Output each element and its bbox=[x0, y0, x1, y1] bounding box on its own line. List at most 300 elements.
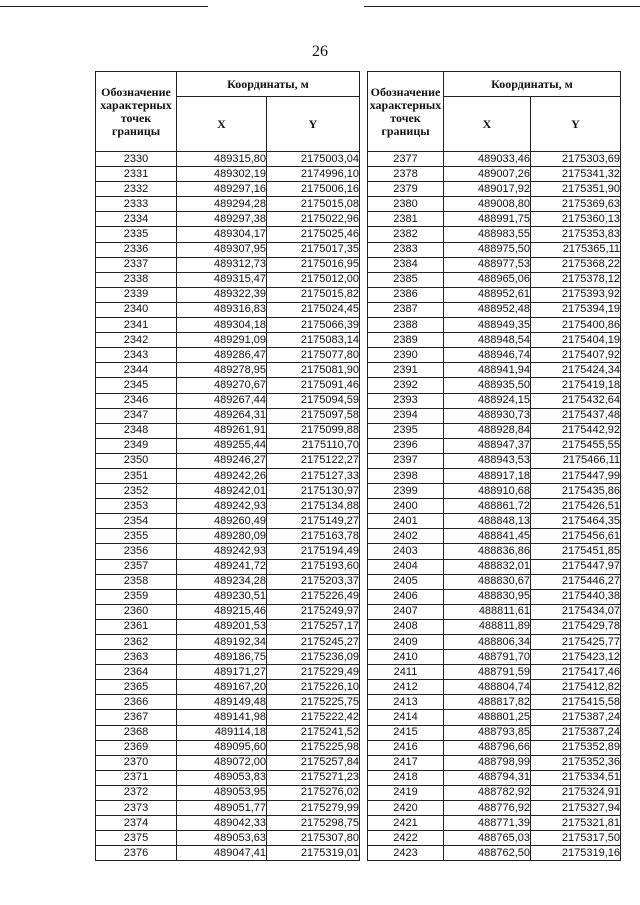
point-number-cell: 2330 bbox=[96, 152, 177, 167]
y-coordinate-cell: 2175426,51 bbox=[531, 499, 621, 514]
x-coordinate-cell: 489304,18 bbox=[177, 318, 267, 333]
table-row bbox=[96, 378, 360, 393]
table-row bbox=[368, 363, 621, 378]
y-coordinate-cell: 2175127,33 bbox=[267, 468, 360, 483]
y-coordinate-cell: 2175016,95 bbox=[267, 257, 360, 272]
x-coordinate-cell: 489297,16 bbox=[177, 182, 267, 197]
table-row bbox=[368, 499, 621, 514]
y-coordinate-cell: 2175352,89 bbox=[531, 740, 621, 755]
point-number-cell: 2406 bbox=[368, 589, 444, 604]
y-coordinate-cell: 2175279,99 bbox=[267, 801, 360, 816]
point-number-cell: 2338 bbox=[96, 272, 177, 287]
point-number-cell: 2334 bbox=[96, 212, 177, 227]
x-coordinate-cell: 488917,18 bbox=[444, 468, 531, 483]
table-row bbox=[368, 333, 621, 348]
point-number-cell: 2414 bbox=[368, 710, 444, 725]
point-number-cell: 2417 bbox=[368, 755, 444, 770]
point-number-cell: 2377 bbox=[368, 152, 444, 167]
x-column-header: X bbox=[444, 97, 531, 152]
y-coordinate-cell: 2175327,94 bbox=[531, 801, 621, 816]
x-coordinate-cell: 488811,89 bbox=[444, 619, 531, 634]
y-coordinate-cell: 2175298,75 bbox=[267, 816, 360, 831]
y-coordinate-cell: 2175303,69 bbox=[531, 152, 621, 167]
table-row bbox=[368, 438, 621, 453]
y-coordinate-cell: 2175257,84 bbox=[267, 755, 360, 770]
point-number-cell: 2388 bbox=[368, 318, 444, 333]
point-number-cell: 2365 bbox=[96, 680, 177, 695]
y-coordinate-cell: 2175097,58 bbox=[267, 408, 360, 423]
x-coordinate-cell: 489072,00 bbox=[177, 755, 267, 770]
table-row bbox=[96, 801, 360, 816]
table-row bbox=[96, 242, 360, 257]
point-number-cell: 2347 bbox=[96, 408, 177, 423]
point-number-cell: 2383 bbox=[368, 242, 444, 257]
point-number-cell: 2341 bbox=[96, 318, 177, 333]
x-coordinate-cell: 488861,72 bbox=[444, 499, 531, 514]
x-coordinate-cell: 489246,27 bbox=[177, 453, 267, 468]
x-coordinate-cell: 489008,80 bbox=[444, 197, 531, 212]
top-rule-right bbox=[364, 6, 640, 7]
table-row bbox=[96, 846, 360, 861]
point-number-cell: 2370 bbox=[96, 755, 177, 770]
point-number-cell: 2374 bbox=[96, 816, 177, 831]
point-number-cell: 2422 bbox=[368, 831, 444, 846]
x-coordinate-cell: 489186,75 bbox=[177, 650, 267, 665]
y-coordinate-cell: 2175455,55 bbox=[531, 438, 621, 453]
table-row bbox=[368, 378, 621, 393]
x-coordinate-cell: 489315,80 bbox=[177, 152, 267, 167]
x-coordinate-cell: 488762,50 bbox=[444, 846, 531, 861]
table-row bbox=[368, 302, 621, 317]
point-number-cell: 2408 bbox=[368, 619, 444, 634]
table-row bbox=[96, 363, 360, 378]
y-coordinate-cell: 2175447,99 bbox=[531, 468, 621, 483]
table-row bbox=[368, 242, 621, 257]
table-row bbox=[96, 650, 360, 665]
table-row bbox=[368, 227, 621, 242]
point-number-cell: 2368 bbox=[96, 725, 177, 740]
y-coordinate-cell: 2175091,46 bbox=[267, 378, 360, 393]
x-coordinate-cell: 488776,92 bbox=[444, 801, 531, 816]
y-coordinate-cell: 2175245,27 bbox=[267, 635, 360, 650]
y-coordinate-cell: 2175130,97 bbox=[267, 484, 360, 499]
point-number-cell: 2404 bbox=[368, 559, 444, 574]
table-row bbox=[96, 635, 360, 650]
point-number-cell: 2389 bbox=[368, 333, 444, 348]
y-coordinate-cell: 2175236,09 bbox=[267, 650, 360, 665]
table-row bbox=[368, 604, 621, 619]
x-coordinate-cell: 489053,83 bbox=[177, 770, 267, 785]
point-number-cell: 2413 bbox=[368, 695, 444, 710]
y-coordinate-cell: 2175226,10 bbox=[267, 680, 360, 695]
x-coordinate-cell: 488983,55 bbox=[444, 227, 531, 242]
y-coordinate-cell: 2175419,18 bbox=[531, 378, 621, 393]
table-row bbox=[368, 408, 621, 423]
table-row bbox=[368, 318, 621, 333]
point-number-cell: 2355 bbox=[96, 529, 177, 544]
table-row bbox=[96, 589, 360, 604]
table-row bbox=[368, 423, 621, 438]
y-coordinate-cell: 2175456,61 bbox=[531, 529, 621, 544]
x-coordinate-cell: 489053,95 bbox=[177, 785, 267, 800]
x-coordinate-cell: 489312,73 bbox=[177, 257, 267, 272]
y-coordinate-cell: 2175387,24 bbox=[531, 725, 621, 740]
y-coordinate-cell: 2175423,12 bbox=[531, 650, 621, 665]
table-row bbox=[368, 635, 621, 650]
y-coordinate-cell: 2175352,36 bbox=[531, 755, 621, 770]
y-coordinate-cell: 2175429,78 bbox=[531, 619, 621, 634]
x-coordinate-cell: 489007,26 bbox=[444, 167, 531, 182]
y-coordinate-cell: 2175319,01 bbox=[267, 846, 360, 861]
point-number-cell: 2376 bbox=[96, 846, 177, 861]
table-row bbox=[96, 152, 360, 167]
table-row bbox=[368, 544, 621, 559]
y-coordinate-cell: 2175194,49 bbox=[267, 544, 360, 559]
point-number-cell: 2386 bbox=[368, 287, 444, 302]
y-coordinate-cell: 2175321,81 bbox=[531, 816, 621, 831]
y-coordinate-cell: 2175319,16 bbox=[531, 846, 621, 861]
point-number-cell: 2366 bbox=[96, 695, 177, 710]
y-coordinate-cell: 2175249,97 bbox=[267, 604, 360, 619]
y-coordinate-cell: 2175229,49 bbox=[267, 665, 360, 680]
point-number-cell: 2332 bbox=[96, 182, 177, 197]
point-number-cell: 2336 bbox=[96, 242, 177, 257]
x-coordinate-cell: 489280,09 bbox=[177, 529, 267, 544]
table-row bbox=[368, 755, 621, 770]
x-coordinate-cell: 489242,93 bbox=[177, 499, 267, 514]
x-coordinate-cell: 488930,73 bbox=[444, 408, 531, 423]
y-coordinate-cell: 2175257,17 bbox=[267, 619, 360, 634]
point-number-cell: 2333 bbox=[96, 197, 177, 212]
point-number-cell: 2405 bbox=[368, 574, 444, 589]
x-coordinate-cell: 488928,84 bbox=[444, 423, 531, 438]
table-row bbox=[96, 770, 360, 785]
table-row bbox=[96, 499, 360, 514]
coordinates-header: Координаты, м bbox=[177, 72, 360, 97]
x-coordinate-cell: 488794,31 bbox=[444, 770, 531, 785]
table-row bbox=[96, 785, 360, 800]
x-coordinate-cell: 488952,48 bbox=[444, 302, 531, 317]
y-coordinate-cell: 2175437,48 bbox=[531, 408, 621, 423]
x-coordinate-cell: 489230,51 bbox=[177, 589, 267, 604]
point-number-cell: 2353 bbox=[96, 499, 177, 514]
y-coordinate-cell: 2175324,91 bbox=[531, 785, 621, 800]
table-row bbox=[368, 393, 621, 408]
y-coordinate-cell: 2175464,35 bbox=[531, 514, 621, 529]
table-body-left bbox=[96, 152, 360, 861]
y-coordinate-cell: 2175425,77 bbox=[531, 635, 621, 650]
x-coordinate-cell: 489286,47 bbox=[177, 348, 267, 363]
x-coordinate-cell: 489304,17 bbox=[177, 227, 267, 242]
x-coordinate-cell: 489241,72 bbox=[177, 559, 267, 574]
x-coordinate-cell: 488848,13 bbox=[444, 514, 531, 529]
table-row bbox=[368, 650, 621, 665]
y-coordinate-cell: 2175017,35 bbox=[267, 242, 360, 257]
x-coordinate-cell: 488782,92 bbox=[444, 785, 531, 800]
table-row bbox=[96, 680, 360, 695]
x-coordinate-cell: 488977,53 bbox=[444, 257, 531, 272]
table-row bbox=[96, 302, 360, 317]
table-row bbox=[96, 604, 360, 619]
point-number-cell: 2361 bbox=[96, 619, 177, 634]
x-coordinate-cell: 488830,67 bbox=[444, 574, 531, 589]
point-number-cell: 2419 bbox=[368, 785, 444, 800]
x-coordinate-cell: 488943,53 bbox=[444, 453, 531, 468]
y-coordinate-cell: 2175077,80 bbox=[267, 348, 360, 363]
x-coordinate-cell: 489149,48 bbox=[177, 695, 267, 710]
point-number-cell: 2354 bbox=[96, 514, 177, 529]
y-coordinate-cell: 2175317,50 bbox=[531, 831, 621, 846]
table-row bbox=[96, 272, 360, 287]
point-number-cell: 2335 bbox=[96, 227, 177, 242]
point-number-cell: 2415 bbox=[368, 725, 444, 740]
table-row bbox=[96, 438, 360, 453]
x-coordinate-cell: 489307,95 bbox=[177, 242, 267, 257]
table-row bbox=[368, 846, 621, 861]
x-coordinate-cell: 489322,39 bbox=[177, 287, 267, 302]
point-number-cell: 2343 bbox=[96, 348, 177, 363]
y-coordinate-cell: 2175025,46 bbox=[267, 227, 360, 242]
page-number: 26 bbox=[312, 43, 328, 60]
y-coordinate-cell: 2174996,10 bbox=[267, 167, 360, 182]
table-row bbox=[96, 619, 360, 634]
y-coordinate-cell: 2175432,64 bbox=[531, 393, 621, 408]
point-number-cell: 2379 bbox=[368, 182, 444, 197]
top-rule-left bbox=[0, 6, 208, 7]
y-coordinate-cell: 2175193,60 bbox=[267, 559, 360, 574]
x-coordinate-cell: 488949,35 bbox=[444, 318, 531, 333]
x-coordinate-cell: 488791,59 bbox=[444, 665, 531, 680]
y-coordinate-cell: 2175360,13 bbox=[531, 212, 621, 227]
point-number-cell: 2344 bbox=[96, 363, 177, 378]
y-coordinate-cell: 2175149,27 bbox=[267, 514, 360, 529]
y-coordinate-cell: 2175134,88 bbox=[267, 499, 360, 514]
point-number-cell: 2396 bbox=[368, 438, 444, 453]
y-coordinate-cell: 2175434,07 bbox=[531, 604, 621, 619]
x-coordinate-cell: 489264,31 bbox=[177, 408, 267, 423]
table-row bbox=[96, 197, 360, 212]
point-number-cell: 2349 bbox=[96, 438, 177, 453]
x-coordinate-cell: 488796,66 bbox=[444, 740, 531, 755]
y-coordinate-cell: 2175024,45 bbox=[267, 302, 360, 317]
x-coordinate-cell: 488910,68 bbox=[444, 484, 531, 499]
point-number-cell: 2352 bbox=[96, 484, 177, 499]
x-coordinate-cell: 489297,38 bbox=[177, 212, 267, 227]
point-number-cell: 2394 bbox=[368, 408, 444, 423]
point-number-cell: 2381 bbox=[368, 212, 444, 227]
point-number-cell: 2364 bbox=[96, 665, 177, 680]
table-row bbox=[368, 529, 621, 544]
table-row bbox=[368, 725, 621, 740]
table-row bbox=[96, 831, 360, 846]
point-number-cell: 2401 bbox=[368, 514, 444, 529]
y-coordinate-cell: 2175015,08 bbox=[267, 197, 360, 212]
point-number-cell: 2362 bbox=[96, 635, 177, 650]
x-coordinate-cell: 489270,67 bbox=[177, 378, 267, 393]
x-coordinate-cell: 488817,82 bbox=[444, 695, 531, 710]
table-row bbox=[368, 680, 621, 695]
y-coordinate-cell: 2175394,19 bbox=[531, 302, 621, 317]
point-number-cell: 2385 bbox=[368, 272, 444, 287]
y-coordinate-cell: 2175122,27 bbox=[267, 453, 360, 468]
x-coordinate-cell: 488771,39 bbox=[444, 816, 531, 831]
y-coordinate-cell: 2175387,24 bbox=[531, 710, 621, 725]
x-coordinate-cell: 488836,86 bbox=[444, 544, 531, 559]
x-coordinate-cell: 488832,01 bbox=[444, 559, 531, 574]
table-row bbox=[368, 665, 621, 680]
x-coordinate-cell: 488798,99 bbox=[444, 755, 531, 770]
table-row bbox=[368, 272, 621, 287]
x-coordinate-cell: 488946,74 bbox=[444, 348, 531, 363]
table-row bbox=[96, 212, 360, 227]
point-number-cell: 2351 bbox=[96, 468, 177, 483]
table-row bbox=[96, 318, 360, 333]
table-row bbox=[368, 484, 621, 499]
y-coordinate-cell: 2175447,97 bbox=[531, 559, 621, 574]
point-number-cell: 2418 bbox=[368, 770, 444, 785]
x-coordinate-cell: 489302,19 bbox=[177, 167, 267, 182]
x-coordinate-cell: 489171,27 bbox=[177, 665, 267, 680]
y-coordinate-cell: 2175440,38 bbox=[531, 589, 621, 604]
point-number-cell: 2358 bbox=[96, 574, 177, 589]
point-number-cell: 2331 bbox=[96, 167, 177, 182]
y-coordinate-cell: 2175378,12 bbox=[531, 272, 621, 287]
x-coordinate-cell: 489242,01 bbox=[177, 484, 267, 499]
point-number-cell: 2382 bbox=[368, 227, 444, 242]
table-row bbox=[96, 665, 360, 680]
point-number-cell: 2420 bbox=[368, 801, 444, 816]
table-row bbox=[368, 740, 621, 755]
y-coordinate-cell: 2175435,86 bbox=[531, 484, 621, 499]
table-row bbox=[368, 619, 621, 634]
point-number-cell: 2395 bbox=[368, 423, 444, 438]
point-number-cell: 2403 bbox=[368, 544, 444, 559]
y-coordinate-cell: 2175003,04 bbox=[267, 152, 360, 167]
table-row bbox=[368, 589, 621, 604]
point-number-cell: 2363 bbox=[96, 650, 177, 665]
table-row bbox=[96, 755, 360, 770]
x-coordinate-cell: 488830,95 bbox=[444, 589, 531, 604]
table-row bbox=[368, 816, 621, 831]
table-row bbox=[368, 801, 621, 816]
x-coordinate-cell: 488965,06 bbox=[444, 272, 531, 287]
x-coordinate-cell: 488952,61 bbox=[444, 287, 531, 302]
table-row bbox=[96, 408, 360, 423]
point-number-cell: 2373 bbox=[96, 801, 177, 816]
point-number-cell: 2412 bbox=[368, 680, 444, 695]
x-coordinate-cell: 489278,95 bbox=[177, 363, 267, 378]
x-coordinate-cell: 489215,46 bbox=[177, 604, 267, 619]
x-coordinate-cell: 488804,74 bbox=[444, 680, 531, 695]
coordinates-table-right bbox=[367, 71, 621, 861]
y-coordinate-cell: 2175222,42 bbox=[267, 710, 360, 725]
x-coordinate-cell: 488941,94 bbox=[444, 363, 531, 378]
y-coordinate-cell: 2175203,37 bbox=[267, 574, 360, 589]
y-coordinate-cell: 2175307,80 bbox=[267, 831, 360, 846]
x-coordinate-cell: 489033,46 bbox=[444, 152, 531, 167]
table-row bbox=[96, 816, 360, 831]
x-coordinate-cell: 489141,98 bbox=[177, 710, 267, 725]
table-row bbox=[368, 212, 621, 227]
table-row bbox=[368, 770, 621, 785]
x-coordinate-cell: 488924,15 bbox=[444, 393, 531, 408]
table-row bbox=[368, 785, 621, 800]
point-number-cell: 2380 bbox=[368, 197, 444, 212]
table-row bbox=[96, 574, 360, 589]
y-coordinate-cell: 2175451,85 bbox=[531, 544, 621, 559]
table-row bbox=[368, 574, 621, 589]
x-coordinate-cell: 488801,25 bbox=[444, 710, 531, 725]
coordinates-header: Координаты, м bbox=[444, 72, 621, 97]
table-row bbox=[368, 167, 621, 182]
y-coordinate-cell: 2175412,82 bbox=[531, 680, 621, 695]
y-column-header: Y bbox=[267, 97, 360, 152]
y-coordinate-cell: 2175225,75 bbox=[267, 695, 360, 710]
point-number-cell: 2372 bbox=[96, 785, 177, 800]
table-row bbox=[96, 484, 360, 499]
point-number-cell: 2340 bbox=[96, 302, 177, 317]
point-designation-header: Обозначение характерных точек границы bbox=[368, 72, 444, 152]
x-coordinate-cell: 489017,92 bbox=[444, 182, 531, 197]
y-coordinate-cell: 2175334,51 bbox=[531, 770, 621, 785]
point-number-cell: 2402 bbox=[368, 529, 444, 544]
x-coordinate-cell: 489167,20 bbox=[177, 680, 267, 695]
point-number-cell: 2375 bbox=[96, 831, 177, 846]
point-number-cell: 2421 bbox=[368, 816, 444, 831]
table-row bbox=[96, 544, 360, 559]
point-number-cell: 2399 bbox=[368, 484, 444, 499]
table-row bbox=[96, 287, 360, 302]
x-coordinate-cell: 489261,91 bbox=[177, 423, 267, 438]
point-number-cell: 2339 bbox=[96, 287, 177, 302]
table-row bbox=[368, 182, 621, 197]
y-coordinate-cell: 2175351,90 bbox=[531, 182, 621, 197]
y-coordinate-cell: 2175404,19 bbox=[531, 333, 621, 348]
x-coordinate-cell: 488793,85 bbox=[444, 725, 531, 740]
y-coordinate-cell: 2175341,32 bbox=[531, 167, 621, 182]
y-coordinate-cell: 2175012,00 bbox=[267, 272, 360, 287]
y-coordinate-cell: 2175006,16 bbox=[267, 182, 360, 197]
y-coordinate-cell: 2175393,92 bbox=[531, 287, 621, 302]
table-row bbox=[368, 695, 621, 710]
point-number-cell: 2423 bbox=[368, 846, 444, 861]
table-row bbox=[96, 423, 360, 438]
table-row bbox=[96, 227, 360, 242]
x-coordinate-cell: 489315,47 bbox=[177, 272, 267, 287]
table-row bbox=[368, 152, 621, 167]
point-number-cell: 2397 bbox=[368, 453, 444, 468]
point-number-cell: 2356 bbox=[96, 544, 177, 559]
y-coordinate-cell: 2175415,58 bbox=[531, 695, 621, 710]
x-coordinate-cell: 489242,26 bbox=[177, 468, 267, 483]
table-row bbox=[96, 559, 360, 574]
point-number-cell: 2348 bbox=[96, 423, 177, 438]
y-column-header: Y bbox=[531, 97, 621, 152]
coordinates-table-left bbox=[95, 71, 360, 861]
y-coordinate-cell: 2175400,86 bbox=[531, 318, 621, 333]
x-coordinate-cell: 488811,61 bbox=[444, 604, 531, 619]
table-row bbox=[96, 393, 360, 408]
table-row bbox=[96, 514, 360, 529]
x-coordinate-cell: 489255,44 bbox=[177, 438, 267, 453]
x-coordinate-cell: 489242,93 bbox=[177, 544, 267, 559]
table-row bbox=[368, 831, 621, 846]
table-row bbox=[368, 348, 621, 363]
x-coordinate-cell: 488948,54 bbox=[444, 333, 531, 348]
point-number-cell: 2391 bbox=[368, 363, 444, 378]
y-coordinate-cell: 2175225,98 bbox=[267, 740, 360, 755]
x-coordinate-cell: 489201,53 bbox=[177, 619, 267, 634]
